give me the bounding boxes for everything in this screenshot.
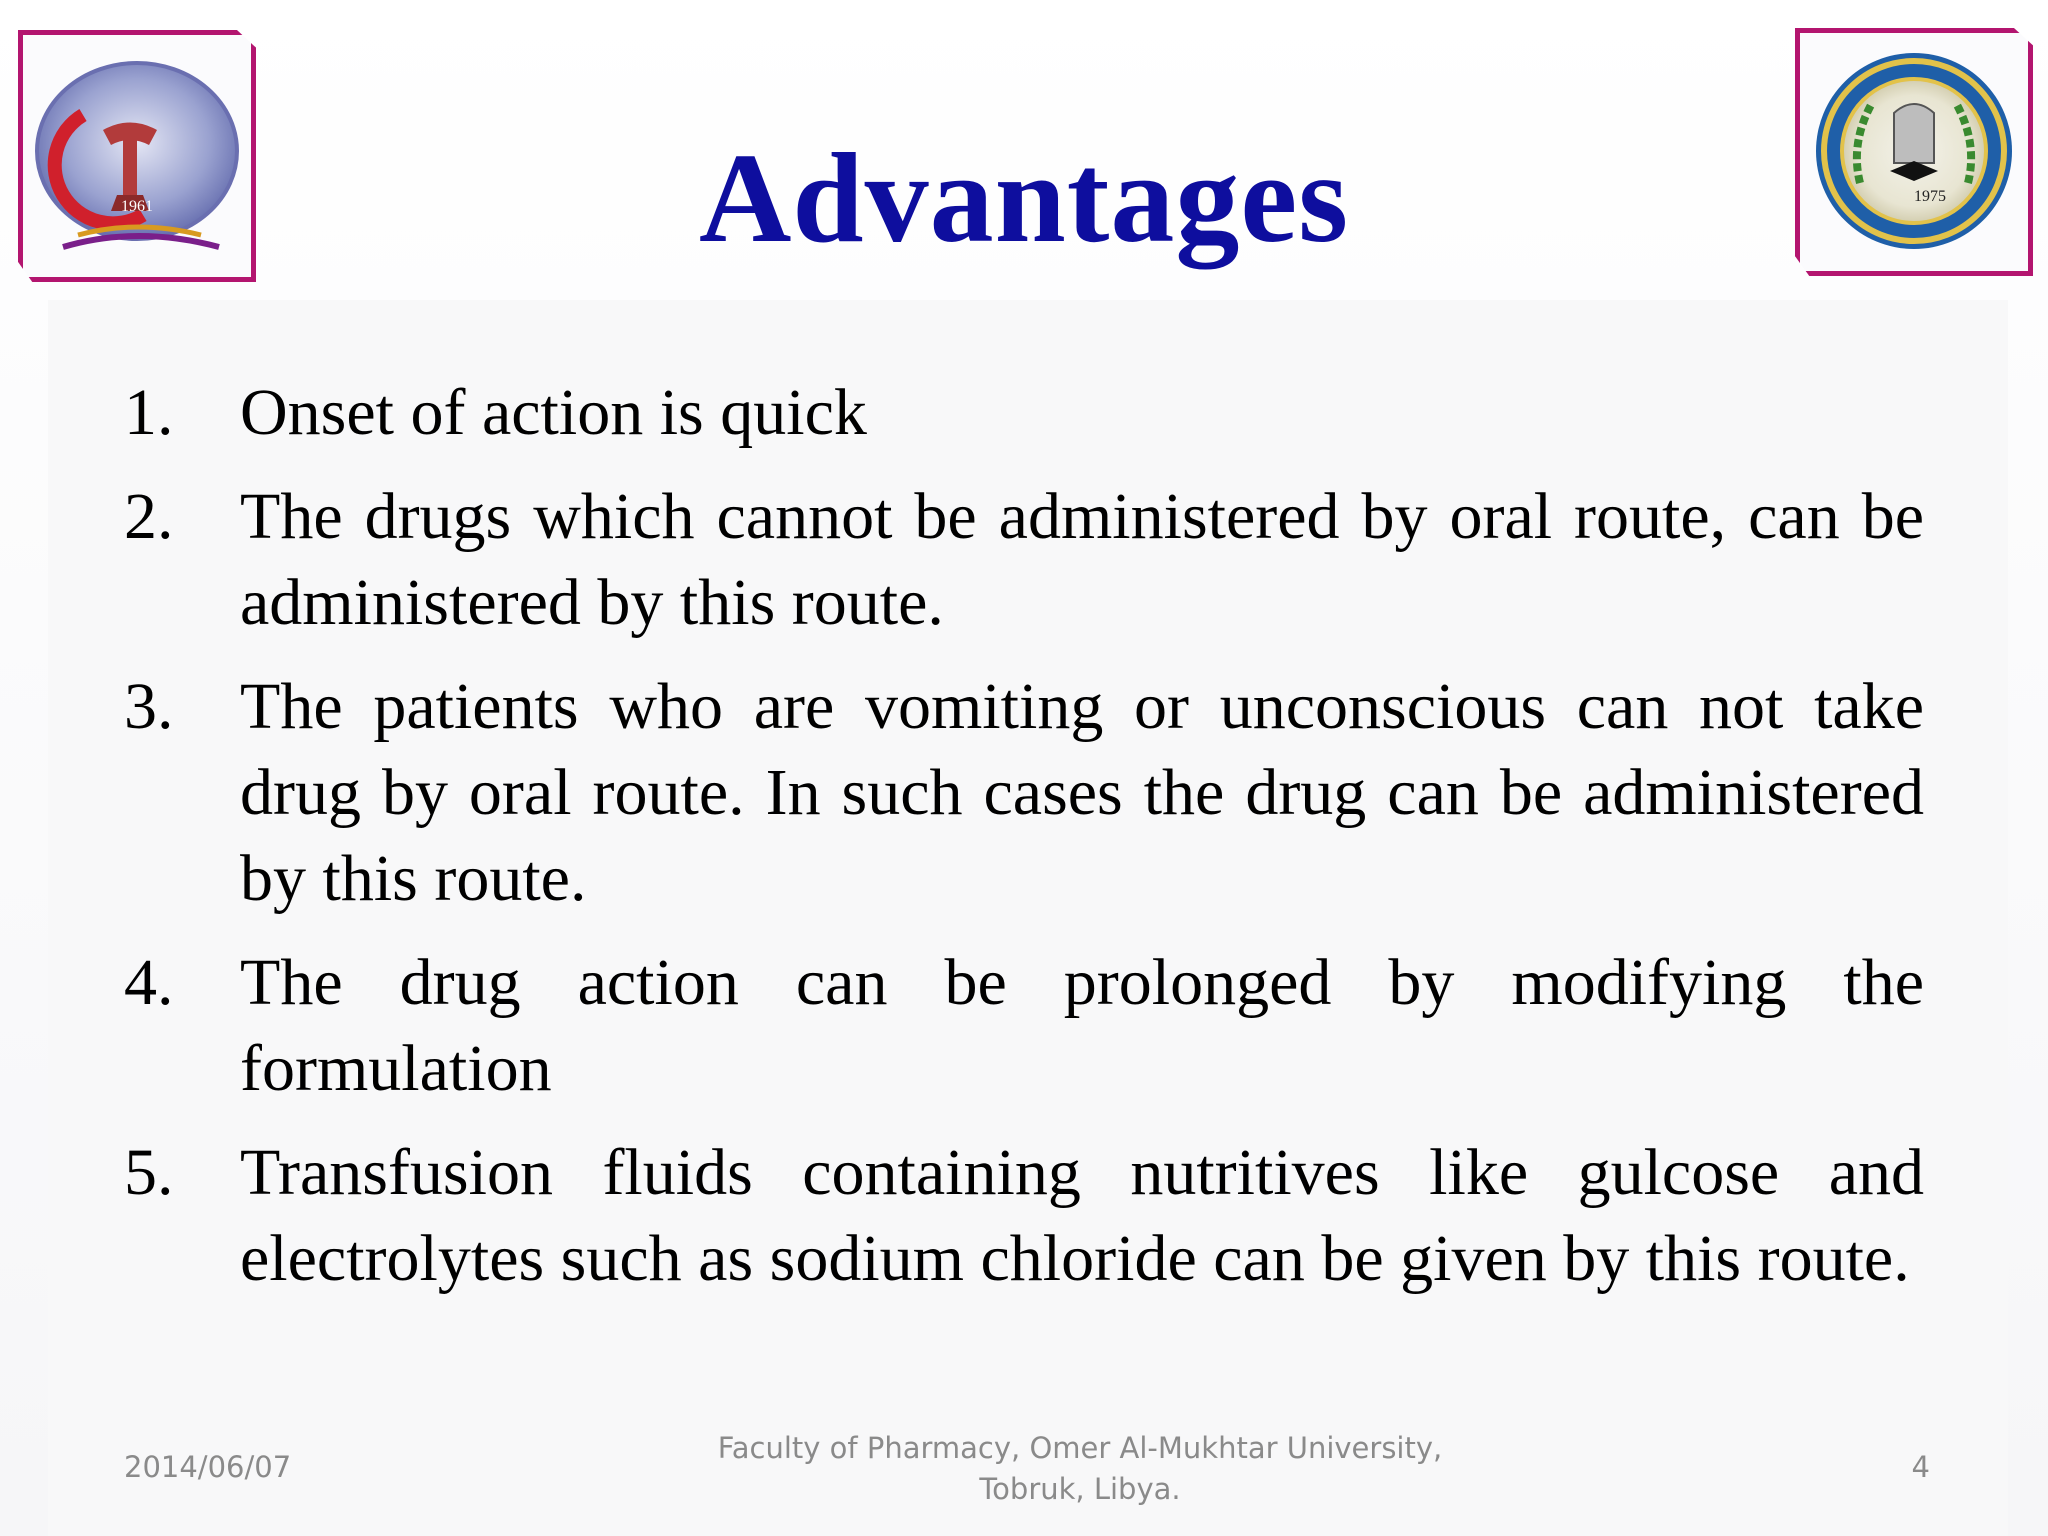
- footer-institution: [660, 1428, 1500, 1510]
- footer-line-2: Tobruk, Libya.: [979, 1472, 1181, 1506]
- list-item: [124, 370, 1924, 456]
- list-item-number: 5.: [124, 1136, 174, 1209]
- list-item-number: 3.: [124, 670, 174, 743]
- list-item-text: The patients who are vomiting or unconscious can not take drug by oral route. In such cases the drug can be administered by this route.: [240, 670, 1924, 915]
- list-item: [124, 664, 1924, 922]
- list-item-number: 1.: [124, 376, 174, 449]
- list-item-text: Onset of action is quick: [240, 376, 867, 449]
- slide-title: Advantages: [698, 127, 1350, 269]
- page-number: 4: [1911, 1450, 1930, 1484]
- footer-line-1: Faculty of Pharmacy, Omer Al-Mukhtar University,: [717, 1431, 1443, 1465]
- list-item-text: The drug action can be prolonged by modifying the formulation: [240, 946, 1924, 1105]
- advantages-list: [124, 370, 1924, 1320]
- list-item-text: Transfusion fluids containing nutritives like gulcose and electrolytes such as sodium chloride can be given by this route.: [240, 1136, 1924, 1295]
- list-item-text: The drugs which cannot be administered by oral route, can be administered by this route.: [240, 480, 1924, 639]
- list-item-number: 4.: [124, 946, 174, 1019]
- svg-text:1975: 1975: [1914, 188, 1946, 205]
- list-item: [124, 1130, 1924, 1302]
- svg-text:1961: 1961: [121, 198, 153, 215]
- list-item: [124, 940, 1924, 1112]
- list-item-number: 2.: [124, 480, 174, 553]
- footer-date: 2014/06/07: [124, 1450, 292, 1484]
- list-item: [124, 474, 1924, 646]
